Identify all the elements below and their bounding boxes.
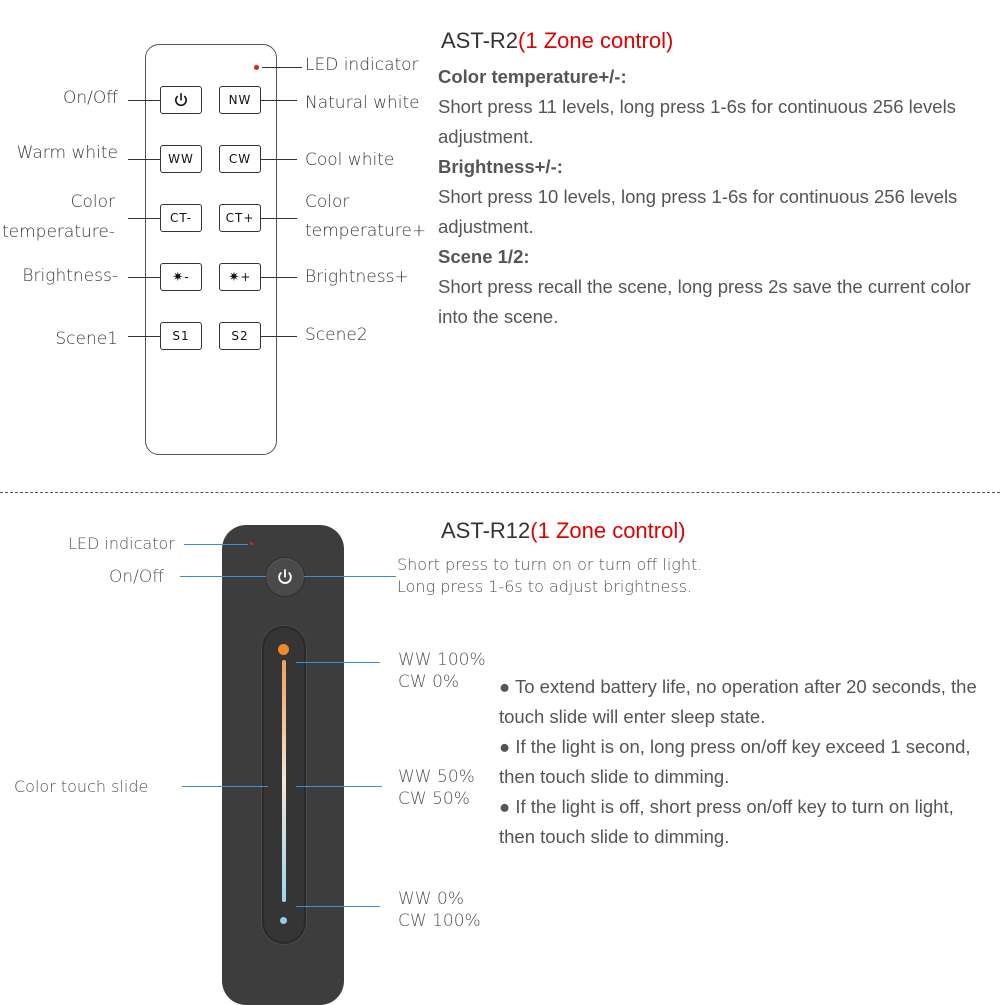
r2-ctm-label-1: Color bbox=[70, 192, 115, 212]
r12-led-line bbox=[184, 544, 248, 545]
r12-mid-ww: WW 50% bbox=[398, 767, 475, 787]
r2-ctm-line bbox=[128, 218, 160, 219]
r2-ww-label: Warm white bbox=[16, 143, 118, 163]
r12-slide-gradient bbox=[282, 660, 286, 902]
r2-brightness-minus-button[interactable] bbox=[160, 263, 202, 291]
r2-onoff-label: On/Off bbox=[63, 88, 118, 108]
r2-ct-text: Short press 11 levels, long press 1-6s for continuous 256 levels adjustment. bbox=[438, 96, 956, 147]
r2-onoff-line bbox=[128, 100, 160, 101]
r2-sc-heading: Scene 1/2: bbox=[438, 246, 530, 267]
r12-bot-line bbox=[296, 906, 380, 907]
r12-onoff-desc-2: Long press 1-6s to adjust brightness. bbox=[397, 577, 693, 596]
r12-bullet-3: ● If the light is off, short press on/off key to turn on light, then touch slide to dimming. bbox=[499, 796, 954, 847]
r2-cw-label: Cool white bbox=[305, 150, 395, 170]
r2-nw-line bbox=[261, 100, 297, 101]
r2-s2-line bbox=[261, 336, 297, 337]
r12-top-line bbox=[296, 662, 380, 663]
r12-top-ww: WW 100% bbox=[398, 650, 486, 670]
r2-s2-label: Scene2 bbox=[305, 325, 368, 345]
r2-nw-button[interactable]: NW bbox=[219, 86, 261, 114]
r12-title-main: AST-R12 bbox=[441, 518, 531, 543]
r12-title bbox=[441, 518, 686, 544]
section-divider bbox=[0, 492, 1000, 493]
r12-title-paren: (1 Zone control) bbox=[530, 518, 686, 543]
r2-power-button[interactable] bbox=[160, 86, 202, 114]
r12-warm-dot bbox=[278, 644, 289, 655]
r2-brp-line bbox=[261, 277, 297, 278]
r2-br-minus-sign: - bbox=[184, 270, 190, 284]
r12-bullets bbox=[499, 672, 994, 852]
r12-onoff-desc-line bbox=[304, 576, 396, 577]
r2-title-paren: (1 Zone control) bbox=[518, 28, 674, 53]
r2-brm-label: Brightness- bbox=[22, 266, 118, 286]
r12-cool-dot bbox=[280, 917, 287, 924]
r2-ww-button[interactable]: WW bbox=[160, 145, 202, 173]
r2-ct-heading: Color temperature+/-: bbox=[438, 66, 627, 87]
power-icon bbox=[173, 92, 189, 108]
r2-br-plus-sign: + bbox=[240, 270, 252, 284]
r2-cw-line bbox=[261, 159, 297, 160]
r12-bot-cw: CW 100% bbox=[398, 911, 481, 931]
r2-br-heading: Brightness+/-: bbox=[438, 156, 563, 177]
r12-top-cw: CW 0% bbox=[398, 672, 460, 692]
r2-ctp-label-2: temperature+ bbox=[305, 221, 427, 241]
r12-power-button[interactable] bbox=[266, 558, 304, 596]
r12-bullet-1: ● To extend battery life, no operation after 20 seconds, the touch slide will enter sleep state. bbox=[499, 676, 977, 727]
r2-ctp-label-1: Color bbox=[305, 192, 350, 212]
r2-s1-line bbox=[128, 336, 160, 337]
r12-slide-label: Color touch slide bbox=[14, 777, 149, 796]
r12-slide-line bbox=[182, 786, 268, 787]
r2-nw-label: Natural white bbox=[305, 93, 420, 113]
r2-brm-line bbox=[128, 277, 160, 278]
r12-onoff-label: On/Off bbox=[109, 567, 164, 587]
sun-icon: ✷ bbox=[228, 269, 241, 285]
r12-onoff-line bbox=[180, 576, 266, 577]
r2-ctp-line bbox=[261, 218, 297, 219]
r12-color-touch-slide[interactable] bbox=[262, 626, 306, 944]
sun-icon: ✷ bbox=[172, 269, 185, 285]
r12-bot-ww: WW 0% bbox=[398, 889, 464, 909]
r2-brp-label: Brightness+ bbox=[305, 267, 409, 287]
r12-bullet-2: ● If the light is on, long press on/off key exceed 1 second, then touch slide to dimming. bbox=[499, 736, 971, 787]
r2-title bbox=[441, 28, 673, 54]
r2-led-dot bbox=[254, 65, 259, 70]
r2-s1-button[interactable]: S1 bbox=[160, 322, 202, 350]
r2-description bbox=[438, 62, 978, 332]
r2-title-main: AST-R2 bbox=[441, 28, 519, 53]
power-icon bbox=[276, 568, 294, 586]
r2-sc-text: Short press recall the scene, long press 2s save the current color into the scene. bbox=[438, 276, 971, 327]
r12-mid-line bbox=[296, 786, 382, 787]
r12-mid-cw: CW 50% bbox=[398, 789, 470, 809]
r2-ct-minus-button[interactable]: CT- bbox=[160, 204, 202, 232]
r12-onoff-desc-1: Short press to turn on or turn off light. bbox=[397, 555, 703, 574]
r2-ctm-label-2: temperature- bbox=[2, 222, 115, 242]
r2-brightness-plus-button[interactable] bbox=[219, 263, 261, 291]
r2-cw-button[interactable]: CW bbox=[219, 145, 261, 173]
r2-s2-button[interactable]: S2 bbox=[219, 322, 261, 350]
r2-led-line bbox=[262, 67, 302, 68]
r2-ww-line bbox=[128, 159, 160, 160]
r2-br-text: Short press 10 levels, long press 1-6s for continuous 256 levels adjustment. bbox=[438, 186, 958, 237]
r12-led-dot bbox=[250, 542, 253, 545]
r2-led-label: LED indicator bbox=[305, 55, 419, 75]
r12-led-label: LED indicator bbox=[68, 534, 175, 553]
r2-s1-label: Scene1 bbox=[55, 329, 118, 349]
r2-ct-plus-button[interactable]: CT+ bbox=[219, 204, 261, 232]
